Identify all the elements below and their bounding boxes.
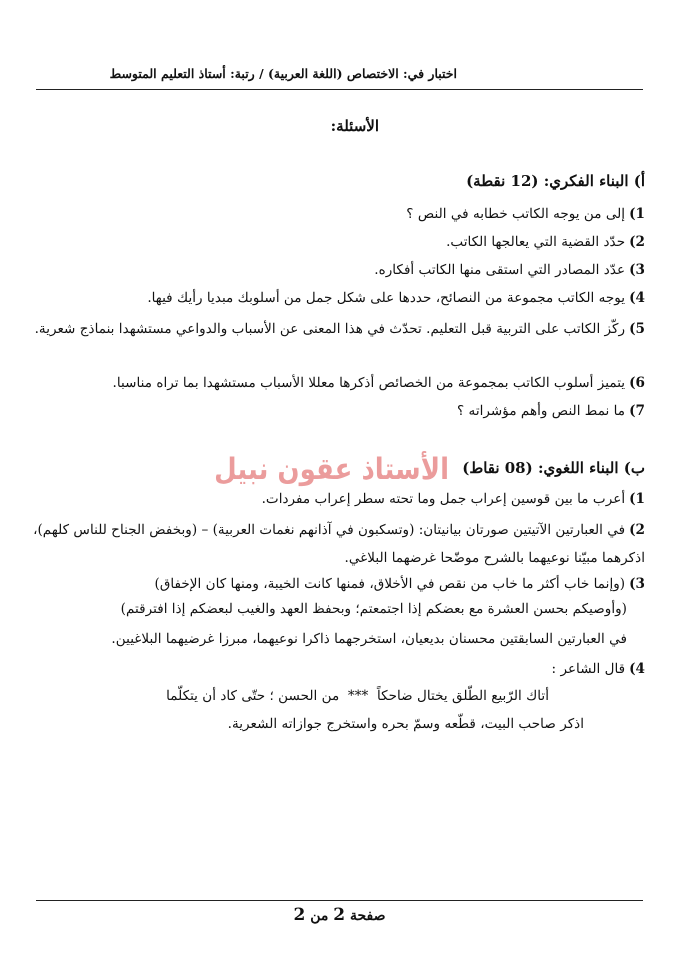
question-b4: 4)قال الشاعر : [551,661,645,677]
footer-page: 2 [333,905,346,925]
question-a4: 4)يوجه الكاتب مجموعة من النصائح، حددها على شكل جمل من أسلوبك مبديا رأيك فيها. [147,290,645,306]
page-header: اختبار في: الاختصاص (اللغة العربية) / رتبة: أستاذ التعليم المتوسط [36,66,643,90]
question-b3-task: في العبارتين السابقتين محسنان بديعيان، استخرجهما ذاكرا نوعيهما، مبرزا غرضيهما البلاغيين. [111,631,627,647]
question-b2: 2)في العبارتين الآتيتين صورتان بيانيتان: (وتسكبون في آذانهم نغمات العربية) – (وبخفض الجناح للناس كلهم)، اذكرهما مبيّنا نوعيهما بالشرح موضّحا غرضهما البلاغي. [33,522,645,566]
page-footer [36,900,643,925]
question-b4-task: اذكر صاحب البيت، قطّعه وسمّ بحره واستخرج جوازاته الشعرية. [227,716,584,732]
question-a5: 5)ركّز الكاتب على التربية قبل التعليم. تحدّث في هذا المعنى عن الأسباب والدواعي مستشهدا بنماذج شعرية. [34,321,645,337]
footer-word: صفحة [349,908,386,924]
question-a7: 7)ما نمط النص وأهم مؤشراته ؟ [457,403,645,419]
poem-verse: أتاك الرّبيع الطّلق يختال ضاحكاً *** من الحسن ؛ حتّى كاد أن يتكلّما [166,688,549,704]
footer-total: 2 [293,905,306,925]
watermark: الأستاذ عقون نبيل [214,452,449,488]
question-b1: 1)أعرب ما بين قوسين إعراب جمل وما تحته سطر إعراب مفردات. [261,491,645,507]
footer-of: من [310,908,329,924]
question-a2: 2)حدّد القضية التي يعالجها الكاتب. [446,234,645,250]
question-b3-line1: 3)(وإنما خاب أكثر ما خاب من نقص في الأخلاق، فمنها كانت الخيبة، ومنها كان الإخفاق) [154,576,645,592]
question-b3-line2: (وأوصيكم بحسن العشرة مع بعضكم إذا اجتمعتم؛ وبحفظ العهد والغيب لبعضكم إذا افترقتم) [120,601,627,617]
question-a1: 1)إلى من يوجه الكاتب خطابه في النص ؟ [406,206,645,222]
questions-title: الأسئلة: [330,117,379,135]
question-a6: 6)يتميز أسلوب الكاتب بمجموعة من الخصائص أذكرها معللا الأسباب مستشهدا بما تراه مناسبا. [112,375,645,391]
question-a3: 3)عدّد المصادر التي استقى منها الكاتب أفكاره. [374,262,645,278]
section-b-title: ب) البناء اللغوي: (08 نقاط) [462,459,645,477]
section-a-title: أ) البناء الفكري: (12 نقطة) [466,172,645,190]
